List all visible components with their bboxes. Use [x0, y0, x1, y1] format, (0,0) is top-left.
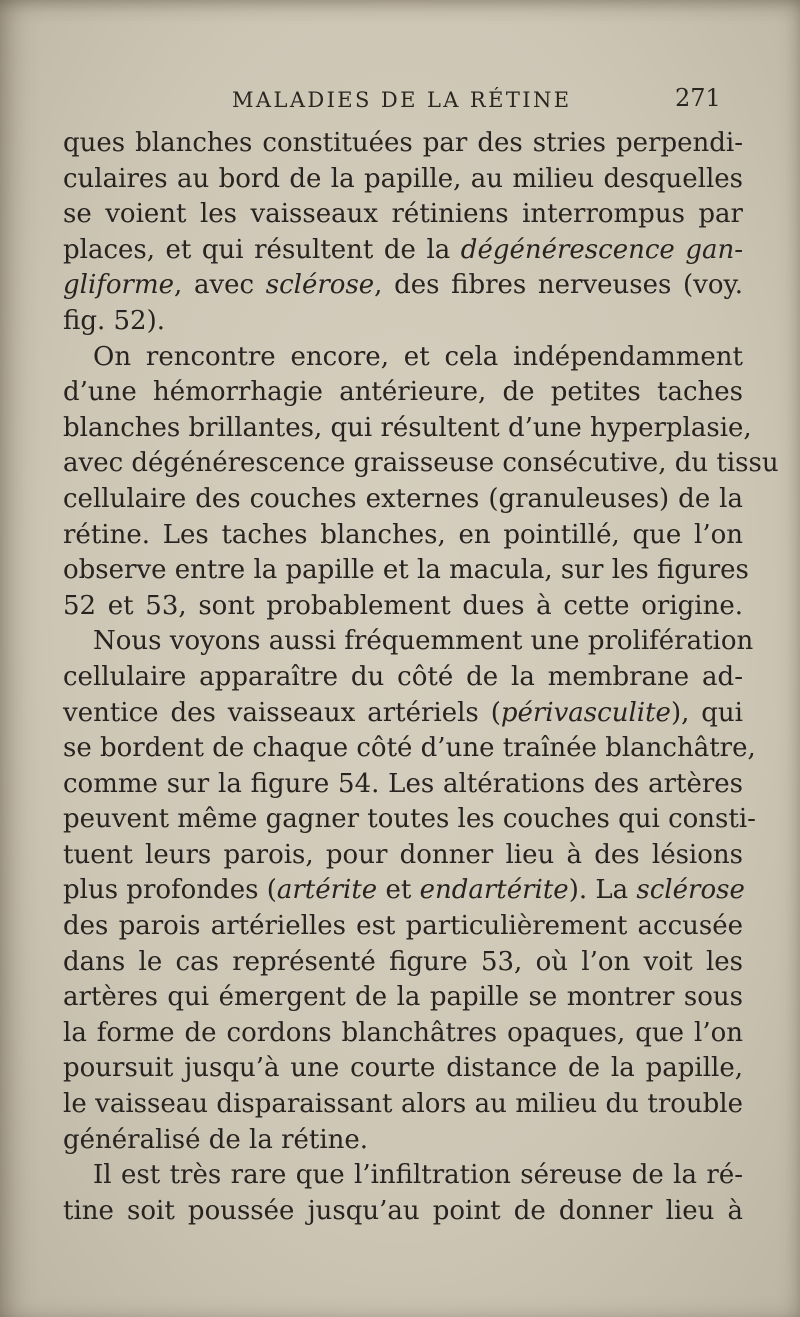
- italic-run: périvasculite: [500, 697, 671, 728]
- text-run: se voient les vaisseaux rétiniens interrompus par: [63, 199, 743, 230]
- text-line: [63, 411, 752, 447]
- text-run: ), qui: [670, 697, 743, 728]
- text-line: [63, 838, 743, 874]
- text-run: blanches brillantes, qui résultent d’une hyperplasie,: [63, 412, 752, 443]
- text-line: [63, 1194, 743, 1230]
- text-line: [63, 1087, 743, 1123]
- text-line: [63, 197, 743, 233]
- italic-run: artérite: [276, 875, 378, 906]
- text-line: [63, 233, 743, 269]
- text-run: plus profondes (: [63, 875, 277, 906]
- text-line: [63, 375, 743, 411]
- text-line: [63, 162, 743, 198]
- text-run: tine soit poussée jusqu’au point de donner lieu à: [63, 1195, 743, 1226]
- text-line: [63, 909, 743, 945]
- text-run: rétine. Les taches blanches, en pointillé, que l’on: [63, 519, 743, 550]
- text-run: artères qui émergent de la papille se montrer sous: [63, 982, 743, 1013]
- text-run: se bordent de chaque côté d’une traînée blanchâtre,: [63, 733, 756, 764]
- text-run: comme sur la figure 54. Les altérations des artères: [63, 768, 743, 799]
- italic-run: endartérite: [419, 875, 569, 906]
- text-line: [63, 1123, 743, 1159]
- text-line: [63, 482, 743, 518]
- text-line: [63, 767, 743, 803]
- text-line: [63, 624, 754, 660]
- text-run: observe entre la papille et la macula, sur les figures: [63, 555, 749, 586]
- body-text: [63, 126, 779, 1229]
- text-run: des parois artérielles est particulièrement accusée: [63, 911, 743, 942]
- text-run: avec dégénérescence graisseuse consécutive, du tissu: [63, 448, 779, 479]
- italic-run: dégénérescence gan-: [460, 234, 743, 265]
- text-line: [63, 304, 743, 340]
- text-line: [63, 873, 743, 909]
- text-run: ques blanches constituées par des stries perpendi-: [63, 128, 743, 158]
- text-line: [63, 553, 749, 589]
- text-run: ). La: [568, 875, 637, 906]
- text-run: Il est très rare que l’infiltration séreuse de la ré-: [93, 1160, 743, 1191]
- text-run: cellulaire des couches externes (granuleuses) de la: [63, 483, 743, 514]
- italic-run: sclérose: [265, 270, 375, 301]
- text-line: [63, 340, 743, 376]
- text-run: tuent leurs parois, pour donner lieu à des lésions: [63, 839, 743, 870]
- text-line: [63, 518, 743, 554]
- page-number: 271: [675, 84, 721, 112]
- text-run: la forme de cordons blanchâtres opaques, que l’on: [63, 1017, 743, 1048]
- text-line: [63, 660, 743, 696]
- text-run: culaires au bord de la papille, au milieu desquelles: [63, 163, 743, 194]
- text-run: places, et qui résultent de la: [63, 234, 461, 265]
- text-run: généralisé de la rétine.: [63, 1124, 369, 1155]
- text-run: , des fibres nerveuses (voy.: [374, 270, 744, 301]
- text-run: Nous voyons aussi fréquemment une prolifération: [93, 626, 754, 657]
- page-header: [0, 80, 800, 120]
- italic-run: sclérose: [636, 875, 745, 906]
- text-run: cellulaire apparaître du côté de la membrane ad-: [63, 661, 743, 692]
- text-run: d’une hémorrhagie antérieure, de petites taches: [63, 377, 743, 408]
- text-run: dans le cas représenté figure 53, où l’on voit les: [63, 946, 743, 977]
- text-run: 52 et 53, sont probablement dues à cette origine.: [63, 590, 743, 621]
- text-run: fig. 52).: [63, 305, 166, 336]
- text-line: [63, 945, 743, 981]
- text-line: [63, 1158, 743, 1194]
- text-line: [63, 802, 756, 838]
- text-line: [63, 980, 743, 1016]
- text-line: [63, 446, 779, 482]
- text-line: [63, 589, 743, 625]
- text-run: poursuit jusqu’à une courte distance de la papille,: [63, 1053, 743, 1084]
- text-run: le vaisseau disparaissant alors au milieu du trouble: [63, 1089, 743, 1120]
- italic-run: gliforme: [63, 270, 175, 301]
- text-run: ventice des vaisseaux artériels (: [63, 697, 501, 728]
- text-line: [63, 1016, 743, 1052]
- text-line: [63, 731, 756, 767]
- text-run: On rencontre encore, et cela indépendamment: [93, 341, 743, 372]
- text-line: [63, 268, 743, 304]
- text-run: , avec: [174, 270, 266, 301]
- text-line: [63, 1051, 743, 1087]
- running-title: MALADIES DE LA RÉTINE: [232, 88, 572, 112]
- text-line: [63, 126, 743, 162]
- text-run: et: [377, 875, 420, 906]
- text-line: [63, 696, 743, 732]
- text-run: peuvent même gagner toutes les couches qui consti-: [63, 804, 756, 835]
